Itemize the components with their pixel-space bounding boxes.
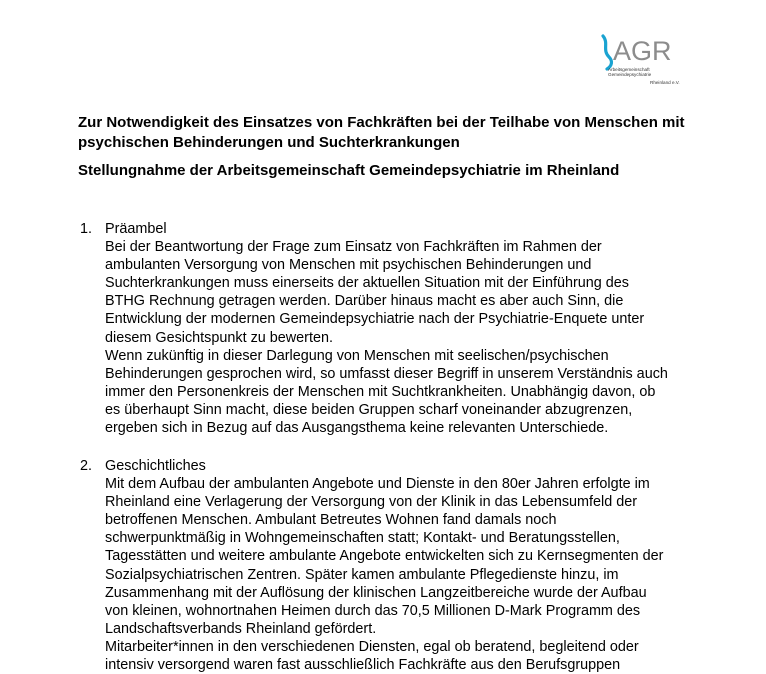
body-line: schwerpunktmäßig in Wohngemeinschaften statt; Kontakt- und Beratungsstellen,	[105, 530, 620, 547]
logo-line-3: Rheinland e.V.	[650, 80, 680, 85]
body-line: ambulanten Versorgung von Menschen mit psychischen Behinderungen und	[105, 257, 592, 274]
body-line: Entwicklung der modernen Gemeindepsychiatrie nach der Psychiatrie-Enquete unter	[105, 311, 645, 328]
body-line: Behinderungen gesprochen wird, so umfasst dieser Begriff in unserem Verständnis auch	[105, 365, 668, 382]
body-line: betroffenen Menschen. Ambulant Betreutes Wohnen fand damals noch	[105, 512, 557, 529]
section-body	[105, 238, 668, 437]
body-line: Tagesstätten und weitere ambulante Angebote entwickelten sich zu Kernsegmenten der	[105, 548, 664, 565]
body-line: diesem Gesichtspunkt zu bewerten.	[105, 329, 333, 346]
logo-line-2: Gemeindepsychiatrie	[608, 72, 652, 77]
body-line: Bei der Beantwortung der Frage zum Einsatz von Fachkräften im Rahmen der	[105, 239, 602, 256]
section-number: 2.	[80, 458, 93, 474]
body-line: Zusammenhang mit der Auflösung der klinischen Langzeitbereiche wurde der Aufbau	[105, 584, 647, 601]
body-line: immer den Personenkreis der Menschen mit Suchtkrankheiten. Unabhängig davon, ob	[105, 383, 656, 400]
logo-letters: AGR	[613, 36, 672, 66]
section-heading: Geschichtliches	[105, 458, 206, 474]
agr-logo	[600, 33, 686, 93]
body-line: Rheinland eine Verlagerung der Versorgung von der Klinik in das Lebensumfeld der	[105, 494, 638, 511]
body-line: BTHG Rechnung getragen werden. Darüber hinaus macht es aber auch Sinn, die	[105, 293, 624, 310]
body-line: Wenn zukünftig in dieser Darlegung von Menschen mit seelischen/psychischen	[105, 347, 609, 364]
body-line: Mit dem Aufbau der ambulanten Angebote und Dienste in den 80er Jahren erfolgte im	[105, 476, 650, 493]
body-line: Mitarbeiter*innen in den verschiedenen Diensten, egal ob beratend, begleitend oder	[105, 638, 639, 655]
body-line: Sozialpsychiatrischen Zentren. Später kamen ambulante Pflegedienste hinzu, im	[105, 566, 619, 583]
body-line: es überhaupt Sinn macht, diese beiden Gruppen scharf voneinander abzugrenzen,	[105, 401, 633, 418]
body-line: intensiv versorgend waren fast ausschließlich Fachkräfte aus den Berufsgruppen	[105, 657, 621, 674]
section-body	[105, 475, 663, 674]
body-line: Suchterkrankungen muss einerseits der aktuellen Situation mit der Einführung des	[105, 275, 629, 292]
document-title: Zur Notwendigkeit des Einsatzes von Fachkräften bei der Teilhabe von Menschen mit psychischen Behinderungen und Suchterkrankungen	[78, 114, 685, 151]
document-subtitle: Stellungnahme der Arbeitsgemeinschaft Gemeindepsychiatrie im Rheinland	[78, 162, 620, 179]
body-line: ergeben sich in Bezug auf das Ausgangsthema keine relevanten Unterschiede.	[105, 420, 609, 437]
section-heading: Präambel	[105, 221, 167, 237]
body-line: von kleinen, wohnortnahen Heimen durch das 70,5 Millionen D-Mark Programm des	[105, 602, 641, 619]
body-line: Landschaftsverbands Rheinland gefördert.	[105, 620, 377, 637]
logo-line-1: Arbeitsgemeinschaft	[608, 67, 650, 72]
section-number: 1.	[80, 221, 93, 237]
